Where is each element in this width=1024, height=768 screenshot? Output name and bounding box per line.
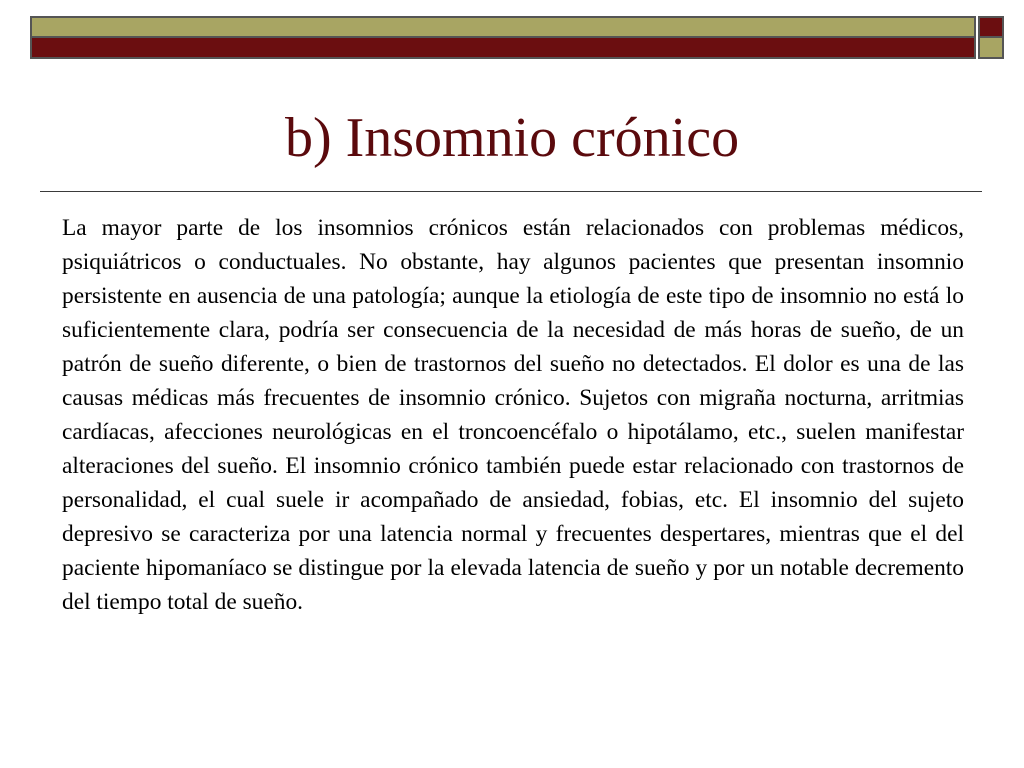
header-olive-square: [978, 38, 1004, 59]
title-divider: [40, 191, 982, 192]
header-olive-bar: [30, 16, 976, 38]
header-decoration: [30, 16, 1004, 59]
header-maroon-bar: [30, 38, 976, 59]
slide-body-text: La mayor parte de los insomnios crónicos están relacionados con problemas médicos, psiquiátricos o conductuales. No obstante, hay algunos pacientes que presentan insomnio persistente en ausencia de una patología; aunque la etiología de este tipo de insomnio no está lo suficientemente clara, podría ser consecuencia de la necesidad de más horas de sueño, de un patrón de sueño diferente, o bien de trastornos del sueño no detectados. El dolor es una de las causas médicas más frecuentes de insomnio crónico. Sujetos con migraña nocturna, arritmias cardíacas, afecciones neurológicas en el troncoencéfalo o hipotálamo, etc., suelen manifestar alteraciones del sueño. El insomnio crónico también puede estar relacionado con trastornos de personalidad, el cual suele ir acompañado de ansiedad, fobias, etc. El insomnio del sujeto depresivo se caracteriza por una latencia normal y frecuentes despertares, mientras que el del paciente hipomaníaco se distingue por la elevada latencia de sueño y por un notable decremento del tiempo total de sueño.: [62, 215, 964, 615]
header-maroon-square: [978, 16, 1004, 38]
slide-title: b) Insomnio crónico: [284, 107, 740, 169]
